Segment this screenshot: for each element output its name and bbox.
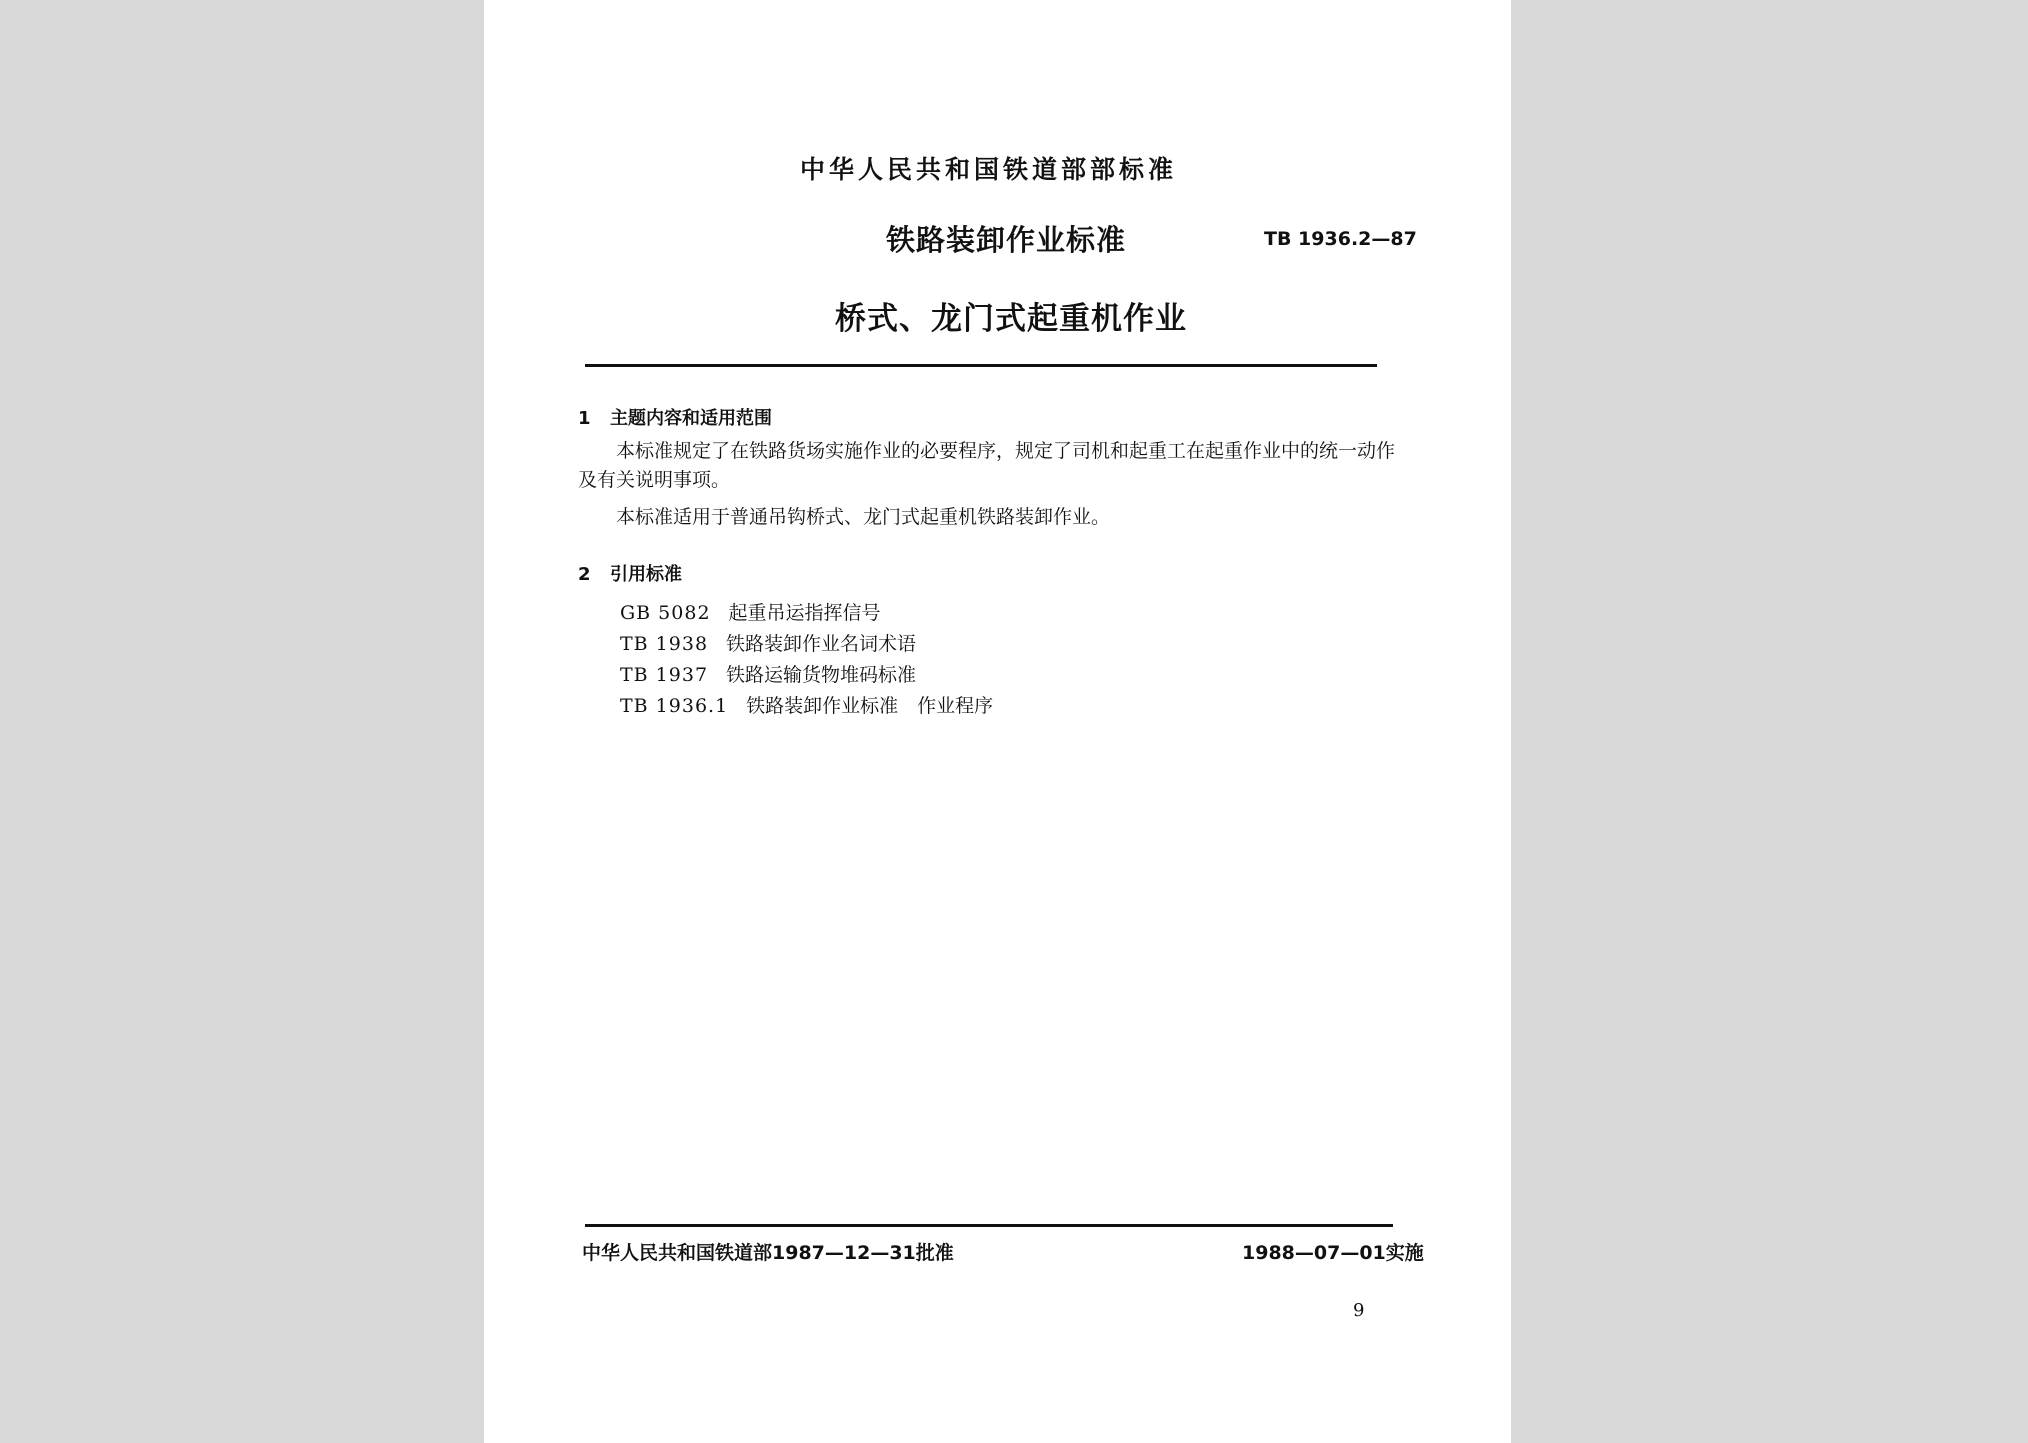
reference-title: 起重吊运指挥信号 [728,602,881,624]
reference-title: 铁路装卸作业名词术语 [726,633,917,655]
section-2-heading [578,560,682,586]
standard-code: TB 1936.2—87 [1264,228,1417,250]
reference-item [620,629,993,660]
section-title: 主题内容和适用范围 [610,408,772,429]
reference-item [620,660,993,691]
issuing-organization: 中华人民共和国铁道部部标准 [800,155,1178,184]
page-number: 9 [1353,1300,1365,1321]
header-divider [585,364,1377,367]
document-title: 桥式、龙门式起重机作业 [835,301,1187,337]
reference-title: 铁路运输货物堆码标准 [726,664,917,686]
reference-item [620,598,993,629]
footer-divider [585,1224,1393,1227]
reference-code: GB 5082 [620,602,711,624]
reference-code: TB 1936.1 [620,695,729,717]
reference-code: TB 1938 [620,633,709,655]
approval-statement: 中华人民共和国铁道部1987—12—31批准 [582,1242,954,1264]
reference-item [620,691,993,722]
section-title: 引用标准 [610,564,682,585]
section-number: 2 [578,564,591,585]
section-1-heading [578,404,772,430]
document-page [484,0,1511,1443]
reference-list [620,598,993,722]
reference-code: TB 1937 [620,664,709,686]
section-1-paragraph: 本标准适用于普通吊钩桥式、龙门式起重机铁路装卸作业。 [616,506,1111,528]
reference-title: 铁路装卸作业标准 作业程序 [746,695,994,717]
section-number: 1 [578,408,591,429]
standard-series-title: 铁路装卸作业标准 [886,223,1127,257]
section-1-paragraph: 本标准规定了在铁路货场实施作业的必要程序，规定了司机和起重工在起重作业中的统一动作及有关说明事项。 [578,440,1396,491]
implementation-date: 1988—07—01实施 [1242,1242,1424,1264]
